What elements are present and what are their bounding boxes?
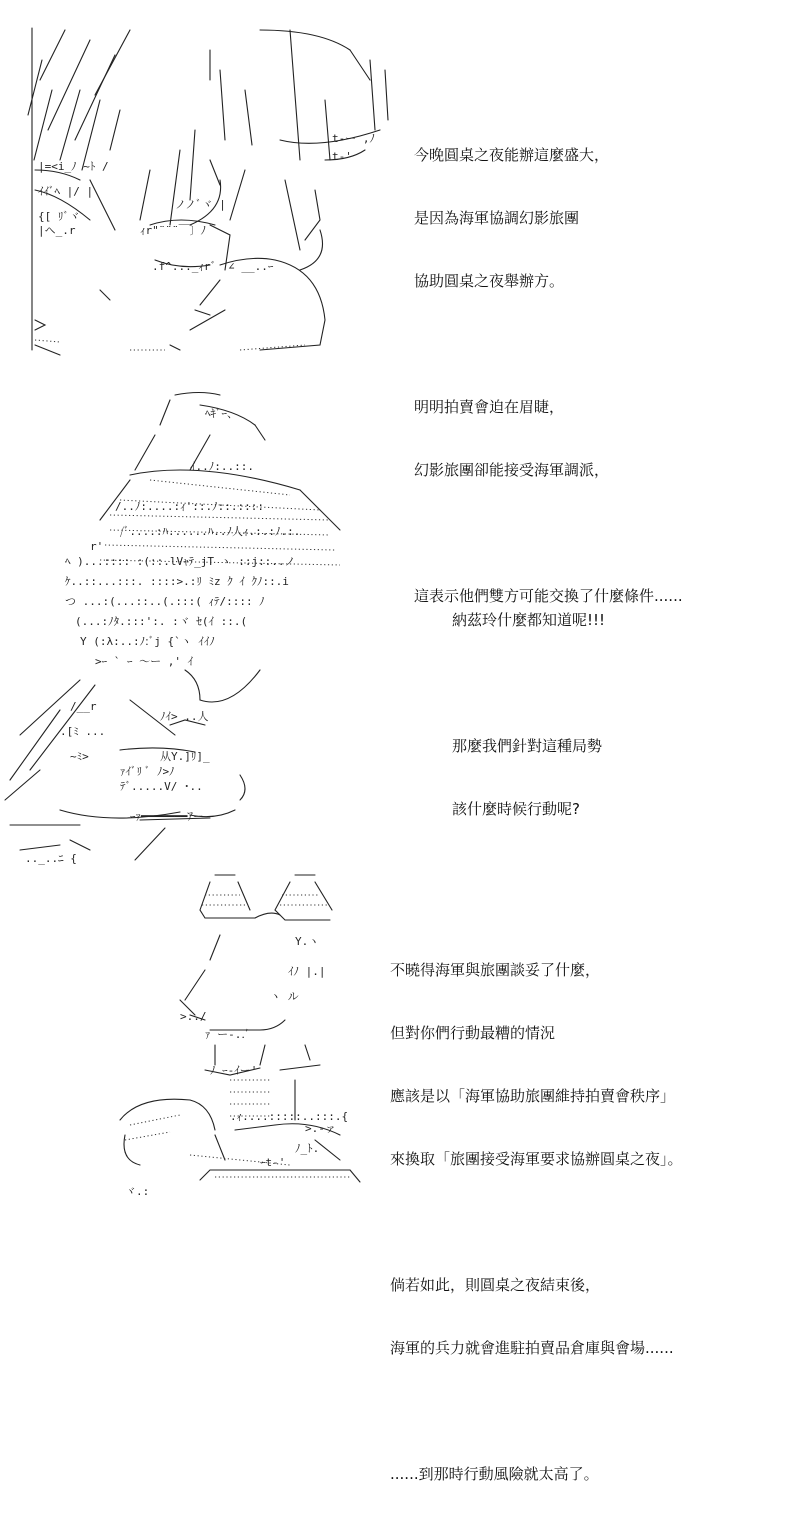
dialogue-text-2 xyxy=(452,568,605,862)
dialogue-line xyxy=(452,673,605,694)
svg-text:ｹ..::...:::. ::::>.:ﾘ ﾐz ｸ: ｹ..::...:::. ::::>.:ﾘ ﾐz ｸ ｲ ｸﾉ::.i xyxy=(65,575,289,588)
dialogue-line: 不曉得海軍與旅團談妥了什麼， xyxy=(390,961,601,979)
dialogue-line: 今晚圓桌之夜能辦這麼盛大， xyxy=(414,146,610,164)
svg-text:ﾃﾞ.....V/ ･..: ﾃﾞ.....V/ ･.. xyxy=(120,780,203,793)
dialogue-line: 幻影旅團卻能接受海軍調派， xyxy=(414,461,610,479)
svg-text:|=<i_ﾉ ~ﾄ /: |=<i_ﾉ ~ﾄ / xyxy=(38,160,109,173)
dialogue-line: 該什麼時候行動呢? xyxy=(452,800,580,818)
svg-text:ノノﾞヾ |: ノノﾞヾ | xyxy=(175,198,226,211)
svg-text:|ヘ_.r: |ヘ_.r xyxy=(38,224,76,237)
dialogue-line: 來換取「旅團接受海軍要求協辦圓桌之夜」。 xyxy=(390,1150,683,1168)
svg-text:ﾉ_ﾄ.: ﾉ_ﾄ. xyxy=(295,1142,320,1155)
svg-text:.f^..._ｨr゛ ∠ __..ｰ: .f^..._ｨr゛ ∠ __..ｰ xyxy=(152,260,274,273)
svg-text:ｧｲﾞﾘ ﾞ ﾉ>ﾉ: ｧｲﾞﾘ ﾞ ﾉ>ﾉ xyxy=(120,765,175,778)
dialogue-line xyxy=(390,1212,683,1233)
svg-text:ﾍｷﾞｰ、: ﾍｷﾞｰ、 xyxy=(205,407,238,420)
svg-text:ｧ ー-..ﾞ: ｧ ー-..ﾞ xyxy=(205,1028,251,1041)
svg-text:Y.ヽ: Y.ヽ xyxy=(295,935,320,948)
ascii-art-figure xyxy=(0,380,360,870)
svg-text:.ｨ....:::::..:::.{: .ｨ....:::::..:::.{ xyxy=(230,1110,349,1123)
svg-text:/..ﾉ:....:ｨ'::.ﾉ::.::::: /..ﾉ:....:ｨ'::.ﾉ::.:::: xyxy=(115,500,264,513)
svg-text:ﾍ )...:::: :(::.lVｬﾃ_jT ヽ ::j: ﾍ )...:::: :(::.lVｬﾃ_jT ヽ ::j::..ノ xyxy=(65,555,296,568)
ascii-art-figure xyxy=(110,870,380,1200)
dialogue-line: 是因為海軍協調幻影旅團 xyxy=(414,209,580,227)
dialogue-line: ......到那時行動風險就太高了。 xyxy=(390,1465,599,1483)
ascii-art-character-3 xyxy=(110,870,380,1200)
svg-text:从Y.]ﾘ]_: 从Y.]ﾘ]_ xyxy=(160,750,210,763)
dialogue-line: 應該是以「海軍協助旅團維持拍賣會秩序」 xyxy=(390,1087,676,1105)
svg-text:/ﾞ....:ﾊ......ﾊ..ﾉ人ｨ.:.:ﾉ.:.: /ﾞ....:ﾊ......ﾊ..ﾉ人ｨ.:.:ﾉ.:. xyxy=(120,525,301,538)
panel-2 xyxy=(0,370,800,870)
svg-text:ヽ ル: ヽ ル xyxy=(270,990,299,1003)
svg-text:ｰt-': ｰt-' xyxy=(260,1156,286,1169)
svg-text:>ｰ ` ｰ ～ー ,' ｲ: >ｰ ` ｰ ～ー ,' ｲ xyxy=(95,655,194,668)
dialogue-line: 但對你們行動最糟的情況 xyxy=(390,1024,556,1042)
dialogue-line xyxy=(414,334,683,355)
svg-text:.[ﾐ ...: .[ﾐ ... xyxy=(60,725,106,738)
dialogue-line: 那麼我們針對這種局勢 xyxy=(452,737,603,755)
svg-text:ｨr"¨¨¨￣〕ﾉ: ｨr"¨¨¨￣〕ﾉ xyxy=(140,224,207,237)
svg-text:.._..ﾆ {: .._..ﾆ { xyxy=(25,852,77,865)
svg-text:(...:ﾉﾀ.:::':. :ヾ ｾ(ｲ ::.: (...:ﾉﾀ.:::':. :ヾ ｾ(ｲ ::.( xyxy=(75,615,248,628)
svg-text:t-ー ,ﾉ: t-ー ,ﾉ xyxy=(332,132,375,145)
svg-text:ｲ..ﾉ:..::.: ｲ..ﾉ:..::. xyxy=(190,460,254,473)
ascii-art-character-2 xyxy=(0,380,360,870)
svg-text:ﾉ ｰ-ｲー': ﾉ ｰ-ｲー' xyxy=(210,1064,258,1077)
svg-text:ｲｲﾞﾍ |/ |: ｲｲﾞﾍ |/ | xyxy=(38,185,94,198)
svg-text:ﾉｲ> ..人: ﾉｲ> ..人 xyxy=(160,710,209,723)
dialogue-line: 協助圓桌之夜舉辦方。 xyxy=(414,272,565,290)
svg-text:ヾ.:: ヾ.: xyxy=(125,1185,150,1198)
svg-text:ｲﾉ |.|: ｲﾉ |.| xyxy=(288,965,326,978)
svg-text:/__r: /__r xyxy=(70,700,97,713)
dialogue-line: 倘若如此，則圓桌之夜結束後， xyxy=(390,1276,601,1294)
svg-text:r': r' xyxy=(90,540,104,553)
ascii-art-character-1 xyxy=(20,20,400,365)
dialogue-line: 海軍的兵力就會進駐拍賣品倉庫與會場...... xyxy=(390,1339,674,1357)
svg-text:ｰｧ━━━━━━━ｱー: ｰｧ━━━━━━━ｱー xyxy=(130,810,204,823)
svg-text:Y (:λ:..:ﾉ:ﾞj {`ヽ ｲｲﾉ: Y (:λ:..:ﾉ:ﾞj {`ヽ ｲｲﾉ xyxy=(80,635,215,648)
dialogue-line: 明明拍賣會迫在眉睫， xyxy=(414,398,565,416)
dialogue-text-3 xyxy=(390,918,683,1527)
panel-3 xyxy=(0,870,800,1483)
ascii-art-figure xyxy=(20,20,400,365)
dialogue-line: 納茲玲什麼都知道呢!!! xyxy=(452,611,606,629)
svg-text:{[ ﾘﾞヾ: {[ ﾘﾞヾ xyxy=(38,210,80,223)
dialogue-line xyxy=(390,1401,683,1422)
svg-text:つ ...:(...::..(.:::( ｨﾃ/:: つ ...:(...::..(.:::( ｨﾃ/:::: ﾉ xyxy=(65,595,265,608)
svg-text:t-': t-' xyxy=(332,150,352,163)
svg-text:>../: >../ xyxy=(180,1010,207,1023)
svg-text:~ﾐ>: ~ﾐ> xyxy=(70,750,89,763)
dialogue-line: 這表示他們雙方可能交換了什麼條件...... xyxy=(414,587,683,605)
svg-text:>.-ァ: >.-ァ xyxy=(305,1122,336,1135)
